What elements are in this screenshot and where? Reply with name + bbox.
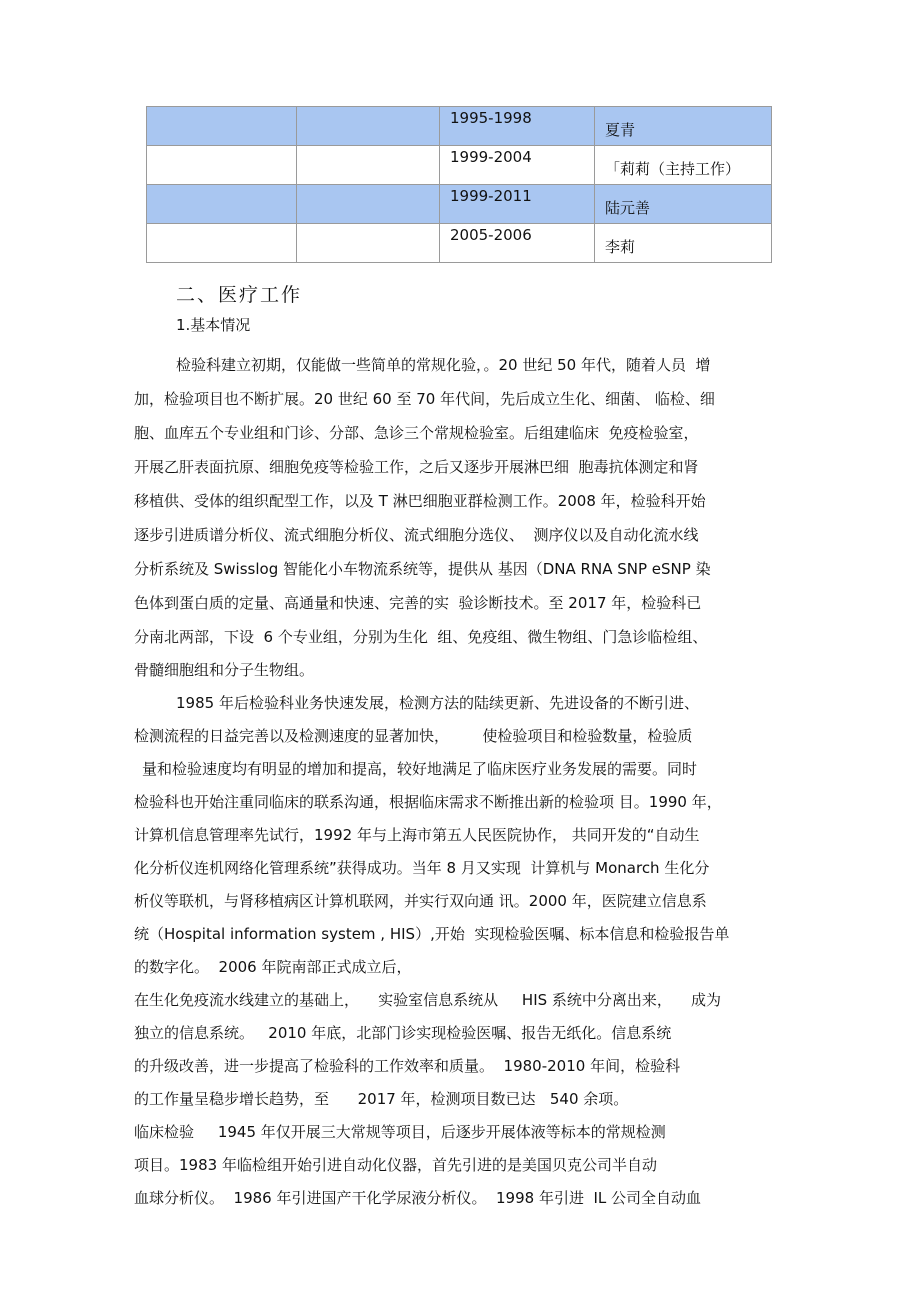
name-cell: 夏青 bbox=[595, 107, 772, 146]
period-cell: 2005-2006 bbox=[440, 224, 595, 263]
body-line: 的数字化。 2006 年院南部正式成立后， bbox=[134, 958, 412, 976]
body-line: 独立的信息系统。 2010 年底，北部门诊实现检验医嘱、报告无纸化。信息系统 bbox=[134, 1024, 672, 1042]
name-cell: 李莉 bbox=[595, 224, 772, 263]
table-cell bbox=[147, 224, 297, 263]
body-line: 的工作量呈稳步增长趋势，至 2017 年，检测项目数已达 540 余项。 bbox=[134, 1090, 629, 1108]
table-row bbox=[147, 146, 772, 185]
body-line: 逐步引进质谱分析仪、流式细胞分析仪、流式细胞分选仪、 测序仪以及自动化流水线 bbox=[134, 526, 699, 544]
section-heading: 二、医疗工作 bbox=[176, 284, 303, 306]
body-line: 项目。1983 年临检组开始引进自动化仪器，首先引进的是美国贝克公司半自动 bbox=[134, 1156, 657, 1174]
body-line: 分南北两部，下设 6 个专业组，分别为生化 组、免疫组、微生物组、门急诊临检组、 bbox=[134, 628, 708, 646]
section-subheading: 1.基本情况 bbox=[176, 316, 251, 334]
body-line: 化分析仪连机网络化管理系统”获得成功。当年 8 月又实现 计算机与 Monarch 生化分 bbox=[134, 859, 710, 877]
body-line: 开展乙肝表面抗原、细胞免疫等检验工作，之后又逐步开展淋巴细 胞毒抗体测定和肾 bbox=[134, 458, 699, 476]
table-cell bbox=[147, 107, 297, 146]
period-cell: 1999-2011 bbox=[440, 185, 595, 224]
table-row bbox=[147, 185, 772, 224]
period-cell: 1995-1998 bbox=[440, 107, 595, 146]
table-cell bbox=[147, 185, 297, 224]
body-line: 在生化免疫流水线建立的基础上， 实验室信息系统从 HIS 系统中分离出来， 成为 bbox=[134, 991, 721, 1009]
body-line: 骨髓细胞组和分子生物组。 bbox=[134, 661, 315, 679]
table-row bbox=[147, 107, 772, 146]
body-line: 量和检验速度均有明显的增加和提高，较好地满足了临床医疗业务发展的需要。同时 bbox=[142, 760, 698, 778]
table-row bbox=[147, 224, 772, 263]
body-line: 检测流程的日益完善以及检测速度的显著加快， 使检验项目和检验数量，检验质 bbox=[134, 727, 693, 745]
body-line: 血球分析仪。 1986 年引进国产干化学尿液分析仪。 1998 年引进 IL 公司全自动血 bbox=[134, 1189, 702, 1207]
name-cell: 「莉莉（主持工作） bbox=[595, 146, 772, 185]
body-line: 检验科建立初期，仅能做一些简单的常规化验，。20 世纪 50 年代，随着人员 增 bbox=[176, 356, 711, 374]
body-line: 胞、血库五个专业组和门诊、分部、急诊三个常规检验室。后组建临床 免疫检验室， bbox=[134, 424, 699, 442]
body-line: 析仪等联机，与肾移植病区计算机联网，并实行双向通 讯。2000 年，医院建立信息系 bbox=[134, 892, 707, 910]
body-line: 1985 年后检验科业务快速发展，检测方法的陆续更新、先进设备的不断引进、 bbox=[176, 694, 699, 712]
body-line: 色体到蛋白质的定量、高通量和快速、完善的实 验诊断技术。至 2017 年，检验科已 bbox=[134, 594, 702, 612]
body-line: 的升级改善，进一步提高了检验科的工作效率和质量。 1980-2010 年间，检验科 bbox=[134, 1057, 681, 1075]
body-line: 加，检验项目也不断扩展。20 世纪 60 至 70 年代间，先后成立生化、细菌、 临检、细 bbox=[134, 390, 715, 408]
body-line: 统（Hospital information system , HIS）,开始 实现检验医嘱、标本信息和检验报告单 bbox=[134, 925, 730, 943]
table-cell bbox=[297, 107, 440, 146]
body-line: 计算机信息管理率先试行，1992 年与上海市第五人民医院协作， 共同开发的“自动生 bbox=[134, 826, 700, 844]
personnel-table bbox=[146, 106, 772, 263]
body-line: 移植供、受体的组织配型工作，以及 T 淋巴细胞亚群检测工作。2008 年，检验科开始 bbox=[134, 492, 706, 510]
table-cell bbox=[297, 224, 440, 263]
body-line: 分析系统及 Swisslog 智能化小车物流系统等，提供从 基因（DNA RNA SNP eSNP 染 bbox=[134, 560, 711, 578]
table-cell bbox=[297, 146, 440, 185]
body-line: 检验科也开始注重同临床的联系沟通，根据临床需求不断推出新的检验项 目。1990 年， bbox=[134, 793, 722, 811]
body-line: 临床检验 1945 年仅开展三大常规等项目，后逐步开展体液等标本的常规检测 bbox=[134, 1123, 666, 1141]
name-cell: 陆元善 bbox=[595, 185, 772, 224]
period-cell: 1999-2004 bbox=[440, 146, 595, 185]
table-cell bbox=[297, 185, 440, 224]
table-cell bbox=[147, 146, 297, 185]
